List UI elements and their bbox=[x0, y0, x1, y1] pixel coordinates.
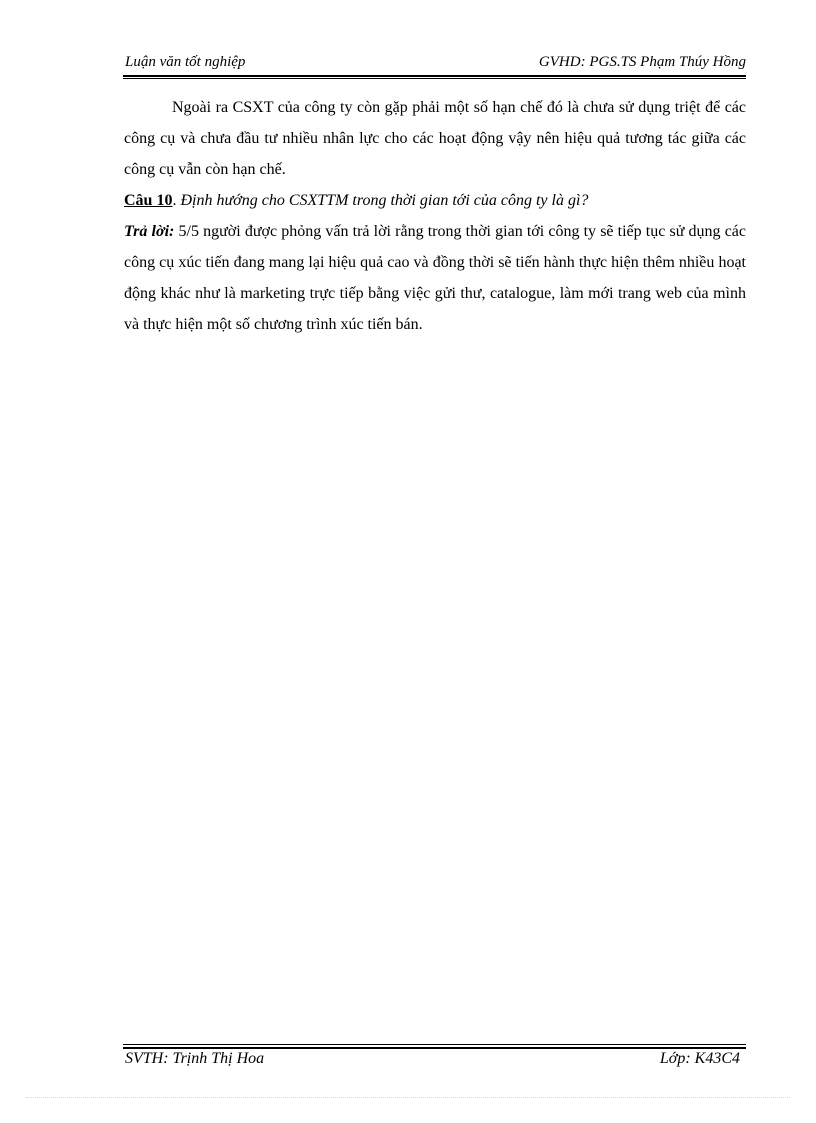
question-separator: . bbox=[172, 192, 181, 209]
footer-divider bbox=[123, 1047, 746, 1049]
answer-paragraph bbox=[124, 216, 746, 340]
header-advisor: GVHD: PGS.TS Phạm Thúy Hồng bbox=[538, 54, 746, 70]
question-label: Câu 10 bbox=[124, 192, 173, 209]
answer-text: 5/5 người được phỏng vấn trả lời rằng trong thời gian tới công ty sẽ tiếp tục sử dụng các công cụ xúc tiến đang mang lại hiệu quả cao và đồng thời sẽ tiến hành thực hiện thêm nhiều hoạt động khác như là marketing trực tiếp bằng việc gửi thư, catalogue, làm mới trang web của mình và thực hiện một số chương trình xúc tiến bán. bbox=[124, 223, 747, 333]
answer-label: Trả lời: bbox=[124, 223, 175, 240]
header-divider-thin bbox=[123, 78, 746, 79]
header-thesis-title: Luận văn tốt nghiệp bbox=[125, 54, 246, 70]
question-text: Định hướng cho CSXTTM trong thời gian tới của công ty là gì? bbox=[180, 192, 589, 209]
question-10 bbox=[124, 185, 746, 216]
footer-class: Lớp: K43C4 bbox=[659, 1050, 740, 1067]
paragraph-limitations: Ngoài ra CSXT của công ty còn gặp phải một số hạn chế đó là chưa sử dụng triệt để các công cụ và chưa đầu tư nhiều nhân lực cho các hoạt động vậy nên hiệu quả tương tác giữa các công cụ vẫn còn hạn chế. bbox=[124, 99, 746, 178]
page-bottom-edge bbox=[26, 1097, 790, 1098]
footer-divider-thin bbox=[123, 1044, 746, 1045]
footer-student: SVTH: Trịnh Thị Hoa bbox=[125, 1050, 265, 1067]
header-divider bbox=[123, 75, 746, 77]
page-header bbox=[123, 52, 746, 76]
document-body bbox=[124, 92, 746, 340]
page-footer bbox=[123, 1050, 746, 1074]
